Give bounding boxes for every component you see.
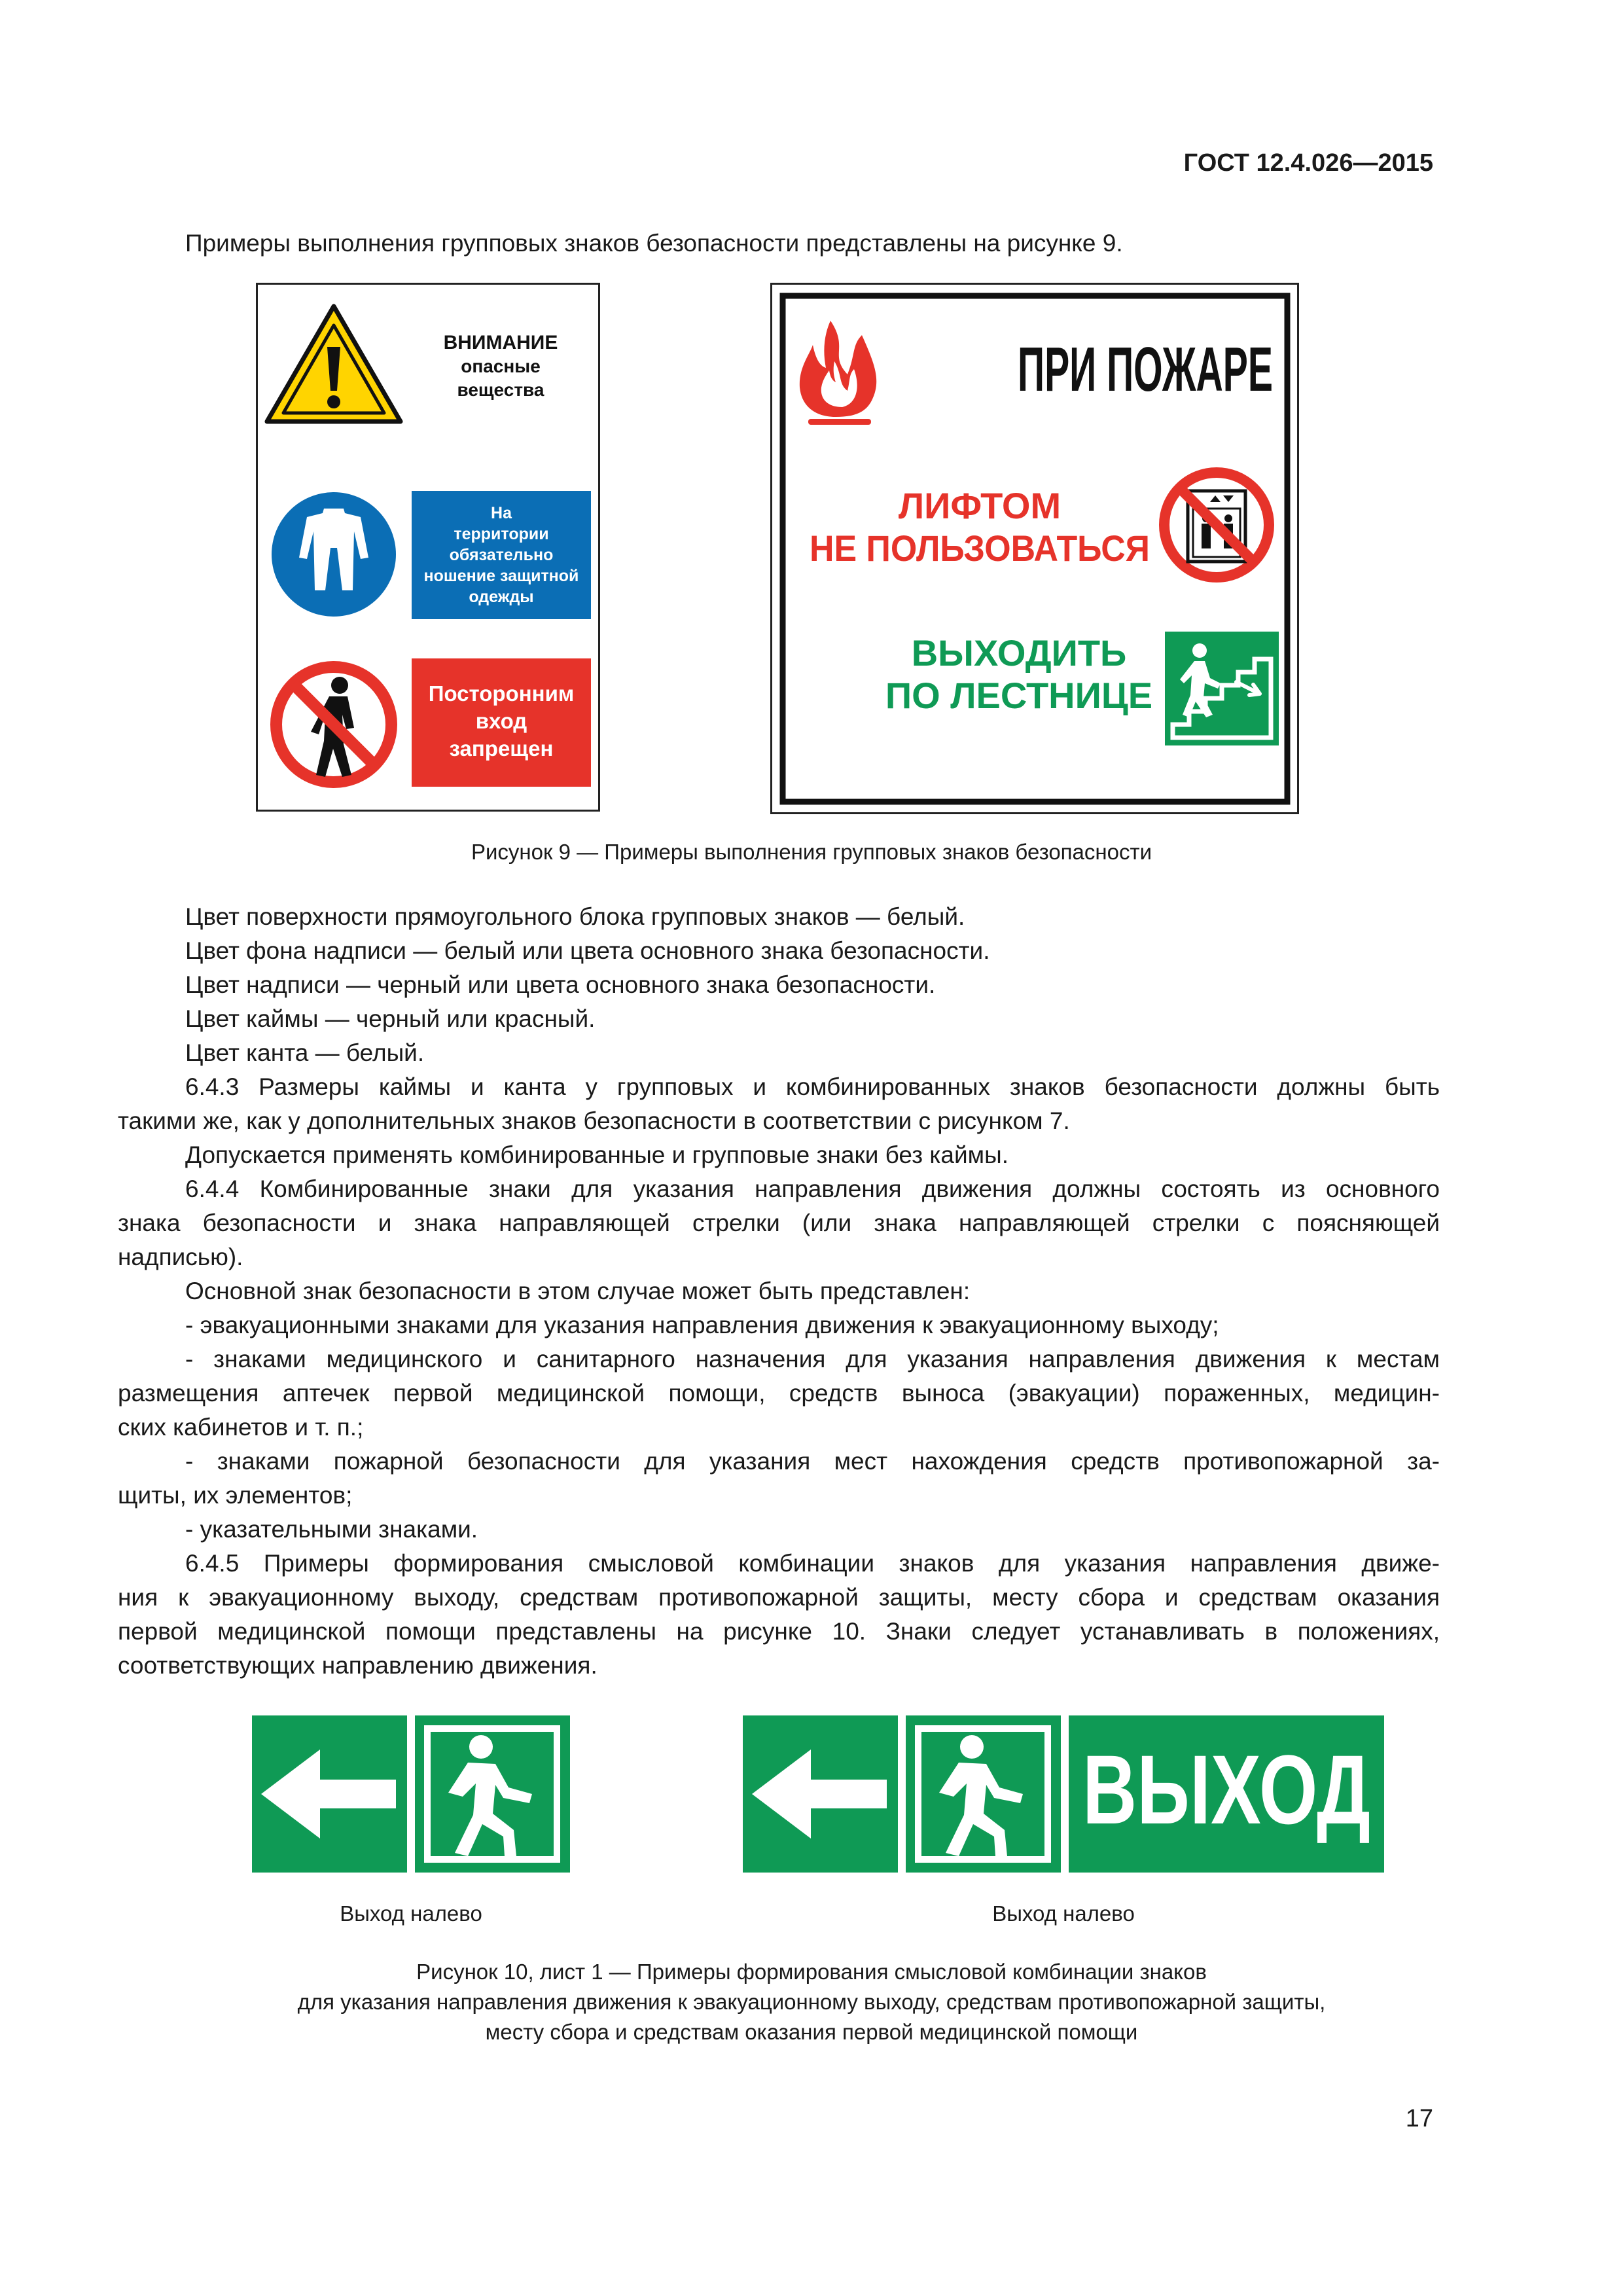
para-no-border: Допускается применять комбинированные и групповые знаки без каймы. [185, 1141, 1008, 1168]
para-edge-color: Цвет канта — белый. [185, 1039, 425, 1066]
para-643-line2: такими же, как у дополнительных знаков безопасности в соответствии с рисунком 7. [118, 1107, 1070, 1134]
svg-text:ЛИФТОМ [899, 485, 1061, 526]
stairs-line-1: ВЫХОДИТЬ [911, 632, 1127, 673]
para-644-line1: 6.4.4 Комбинированные знаки для указания направления движения должны состоять из основного [185, 1175, 1440, 1202]
doc-code: ГОСТ 12.4.026—2015 [1183, 149, 1433, 177]
warning-line-2: опасные [461, 356, 541, 376]
para-border-color: Цвет каймы — черный или красный. [185, 1005, 596, 1032]
para-bg-color: Цвет фона надписи — белый или цвета основного знака безопасности. [185, 937, 990, 964]
lift-line-1: ЛИФТОМ [898, 485, 1061, 526]
para-645-line3: первой медицинской помощи представлены на рисунке 10. Знаки следует устанавливать в положениях, [118, 1618, 1440, 1645]
group-sign-hazard [256, 283, 600, 812]
svg-text:запрещен [450, 736, 554, 761]
svg-text:Посторонним [429, 681, 575, 706]
para-surface-color: Цвет поверхности прямоугольного блока групповых знаков — белый. [185, 903, 965, 930]
protective-clothing-icon [272, 492, 396, 617]
exit-word: ВЫХОД [1082, 1734, 1370, 1844]
exit-left-combo [252, 1715, 570, 1873]
blue-line-5: одежды [469, 588, 534, 606]
stairs-exit-icon [1165, 632, 1279, 745]
red-line-1: Посторонним [428, 681, 575, 706]
svg-text:вход [476, 709, 527, 733]
no-entry-icon [276, 667, 391, 782]
no-elevator-icon [1164, 473, 1269, 577]
list-item-fire-line1: - знаками пожарной безопасности для указания мест нахождения средств противопожарной за- [185, 1448, 1440, 1475]
svg-text:НЕ ПОЛЬЗОВАТЬСЯ [810, 528, 1150, 569]
svg-text:одежды [469, 588, 533, 606]
blue-line-4: ношение защитной [423, 567, 579, 585]
para-645-line4: соответствующих направлению движения. [118, 1652, 597, 1679]
red-line-3: запрещен [449, 736, 554, 761]
list-item-medical-line2: размещения аптечек первой медицинской помощи, средств выноса (эвакуации) пораженных, медицин- [118, 1380, 1440, 1407]
list-item-medical-line3: ских кабинетов и т. п.; [118, 1414, 364, 1441]
intro-text: Примеры выполнения групповых знаков безопасности представлены на рисунке 9. [185, 230, 1123, 257]
fire-title: ПРИ ПОЖАРЕ [1018, 334, 1273, 404]
svg-text:На [491, 504, 512, 522]
red-line-2: вход [475, 709, 527, 733]
group-sign-fire [770, 283, 1299, 814]
figure10-caption-line3: месту сбора и средствам оказания первой медицинской помощи [485, 2020, 1138, 2044]
page-number: 17 [1405, 2105, 1433, 2132]
para-text-color: Цвет надписи — черный или цвета основного знака безопасности. [185, 971, 936, 998]
blue-line-2: территории [454, 525, 549, 543]
lift-line-2: НЕ ПОЛЬЗОВАТЬСЯ [810, 528, 1150, 569]
para-645-line2: ния к эвакуационному выходу, средствам противопожарной защиты, месту сбора и средствам оказания [118, 1584, 1440, 1611]
svg-text:опасные [461, 356, 541, 376]
para-main-sign: Основной знак безопасности в этом случае может быть представлен: [185, 1278, 971, 1304]
figure10-label-left: Выход налево [340, 1901, 482, 1926]
blue-line-3: обязательно [449, 546, 554, 564]
stairs-line-2: ПО ЛЕСТНИЦЕ [885, 675, 1153, 716]
exit-left-combo-with-text [743, 1715, 1384, 1873]
para-645-line1: 6.4.5 Примеры формирования смысловой комбинации знаков для указания направления движе- [185, 1550, 1440, 1577]
warning-line-3: вещества [457, 380, 544, 400]
list-item-fire-line2: щиты, их элементов; [118, 1482, 353, 1509]
figure10-caption-line2: для указания направления движения к эвакуационному выходу, средствам противопожарной защиты, [297, 1990, 1326, 2014]
svg-text:территории [454, 525, 548, 543]
svg-text:ВЫХОД [1082, 1734, 1370, 1844]
blue-line-1: На [491, 504, 512, 522]
list-item-evac: - эвакуационными знаками для указания направления движения к эвакуационному выходу; [185, 1312, 1219, 1338]
svg-text:ВЫХОДИТЬ [912, 632, 1127, 673]
list-item-medical-line1: - знаками медицинского и санитарного назначения для указания направления движения к местам [185, 1346, 1440, 1372]
figure9-caption: Рисунок 9 — Примеры выполнения групповых знаков безопасности [471, 840, 1152, 864]
list-item-pointer: - указательными знаками. [185, 1516, 478, 1543]
svg-text:ПО ЛЕСТНИЦЕ [885, 675, 1152, 716]
svg-text:ношение защитной [424, 567, 579, 585]
svg-text:обязательно [450, 546, 554, 564]
figure10-caption-line1: Рисунок 10, лист 1 — Примеры формирования смысловой комбинации знаков [416, 1960, 1207, 1984]
warning-line-1: ВНИМАНИЕ [443, 332, 558, 353]
svg-text:ВНИМАНИЕ [444, 332, 558, 353]
para-643-line1: 6.4.3 Размеры каймы и канта у групповых и комбинированных знаков безопасности должны быть [185, 1073, 1440, 1100]
para-644-line3: надписью). [118, 1244, 243, 1270]
svg-text:вещества [457, 380, 544, 400]
para-644-line2: знака безопасности и знака направляющей стрелки (или знака направляющей стрелки с поясняющей [118, 1210, 1440, 1236]
figure10-label-right: Выход налево [992, 1901, 1135, 1926]
svg-text:ПРИ ПОЖАРЕ [1018, 334, 1273, 404]
